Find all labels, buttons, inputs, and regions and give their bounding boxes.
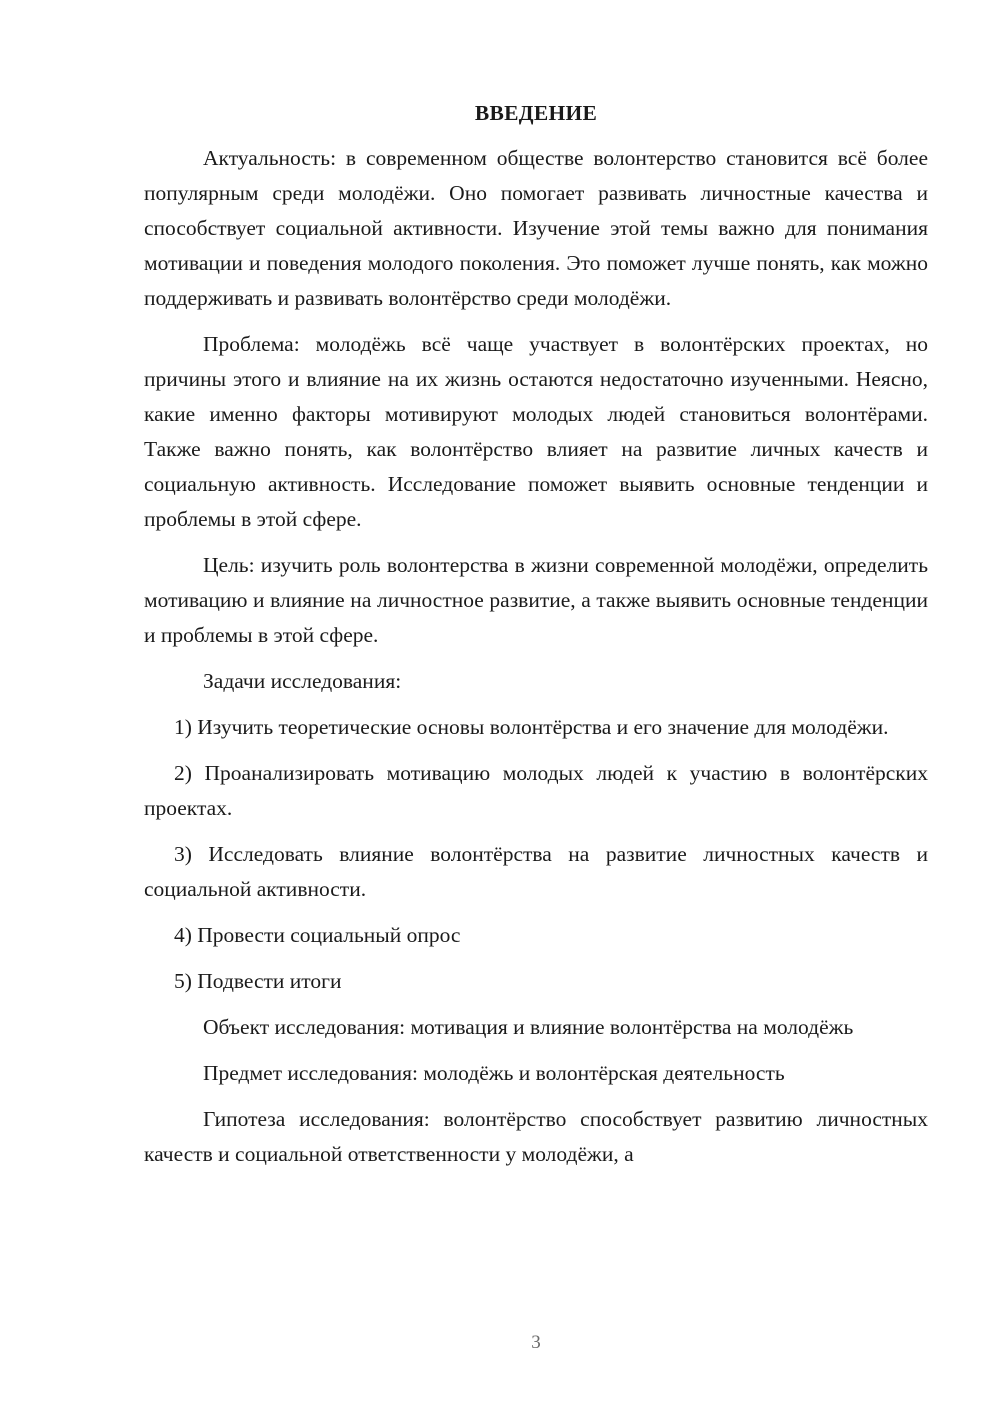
hypothesis-paragraph: Гипотеза исследования: волонтёрство способствует развитию личностных качеств и социальной ответственности у молодёжи, а xyxy=(144,1107,928,1166)
tasks-heading: Задачи исследования: xyxy=(203,669,402,693)
page-number: 3 xyxy=(531,1332,541,1353)
task-item: 2) Проанализировать мотивацию молодых людей к участию в волонтёрских проектах. xyxy=(144,761,928,820)
subject-paragraph: Предмет исследования: молодёжь и волонтёрская деятельность xyxy=(203,1061,785,1085)
section-title: ВВЕДЕНИЕ xyxy=(474,101,598,125)
object-paragraph: Объект исследования: мотивация и влияние волонтёрства на молодёжь xyxy=(203,1015,854,1039)
task-item: 4) Провести социальный опрос xyxy=(174,923,461,947)
problem-paragraph: Проблема: молодёжь всё чаще участвует в волонтёрских проектах, но причины этого и влияние на их жизнь остаются недостаточно изученными. Неясно, какие именно факторы мотивируют молодых людей становиться волонтёрами. Также важно понять, как волонтёрство влияет на развитие личных качеств и социальную активность. Исследование поможет выявить основные тенденции и проблемы в этой сфере. xyxy=(144,332,928,531)
goal-paragraph: Цель: изучить роль волонтерства в жизни современной молодёжи, определить мотивацию и влияние на личностное развитие, а также выявить основные тенденции и проблемы в этой сфере. xyxy=(144,553,928,647)
task-item: 3) Исследовать влияние волонтёрства на развитие личностных качеств и социальной активности. xyxy=(144,842,928,901)
task-item: 1) Изучить теоретические основы волонтёрства и его значение для молодёжи. xyxy=(174,715,889,739)
relevance-paragraph: Актуальность: в современном обществе волонтерство становится всё более популярным среди молодёжи. Оно помогает развивать личностные качества и способствует социальной активности. Изучение этой темы важно для понимания мотивации и поведения молодого поколения. Это поможет лучше понять, как можно поддерживать и развивать волонтёрство среди молодёжи. xyxy=(144,146,928,310)
task-item: 5) Подвести итоги xyxy=(174,969,342,993)
document-page xyxy=(144,96,928,1183)
